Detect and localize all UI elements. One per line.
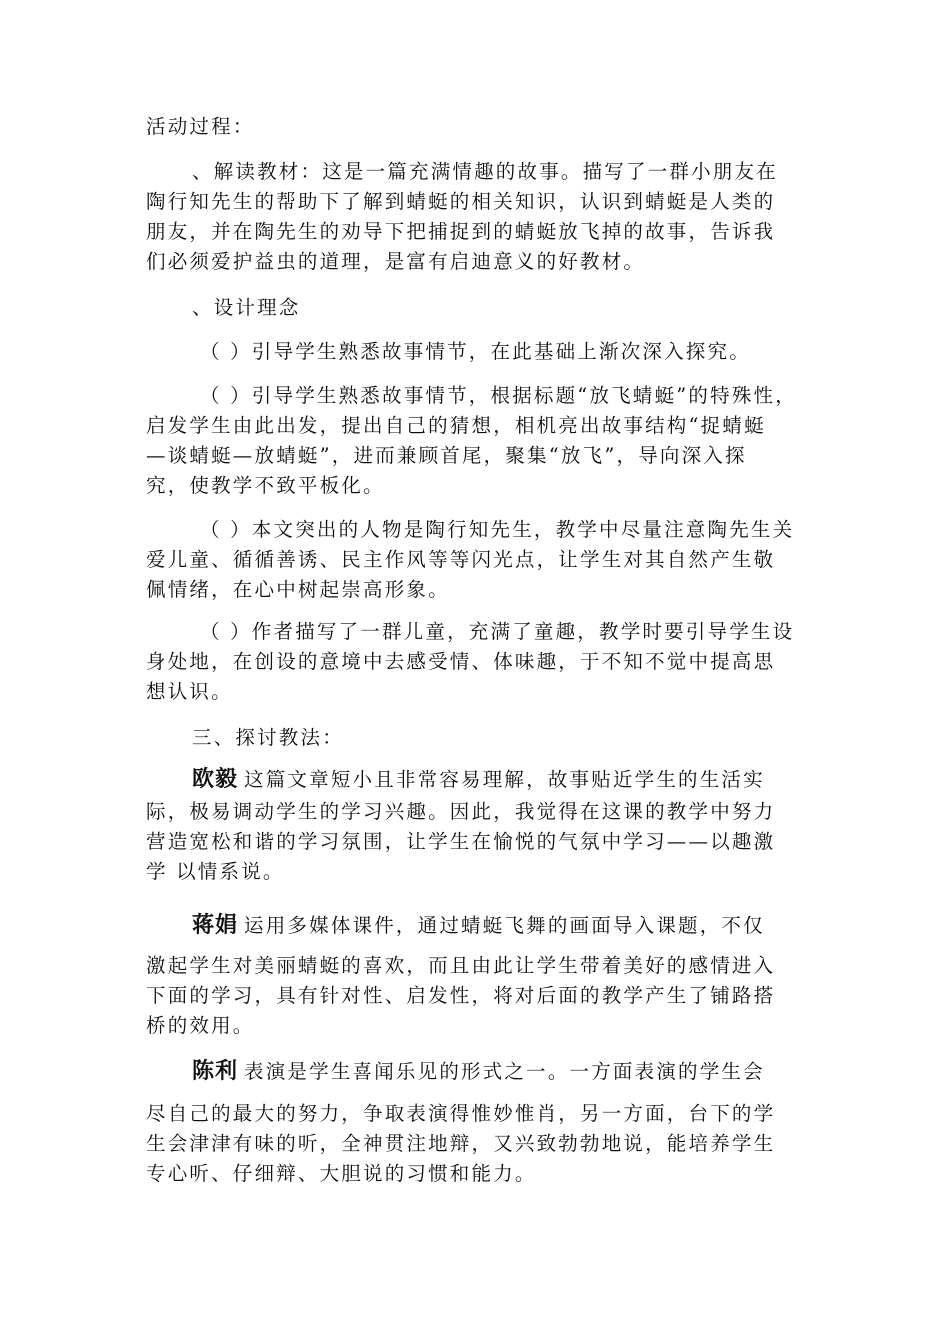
speaker-text: 这篇文章短小且非常容易理解，故事贴近学生的生活实 — [244, 768, 765, 791]
paragraph-line: （ ）引导学生熟悉故事情节，在此基础上渐次深入探究。 — [200, 340, 751, 363]
paragraph-line: 尽自己的最大的努力，争取表演得惟妙惟肖，另一方面，台下的学 — [146, 1102, 776, 1125]
paragraph-line: 、解读教材：这是一篇充满情趣的故事。描写了一群小朋友在 — [192, 160, 778, 183]
speaker-text: 表演是学生喜闻乐见的形式之一。一方面表演的学生会 — [244, 1060, 765, 1083]
speaker-first-line — [192, 1060, 765, 1084]
speaker-name: 陈利 — [192, 1059, 239, 1084]
paragraph-line: 陶行知先生的帮助下了解到蜻蜓的相关知识，认识到蜻蜓是人类的 — [146, 190, 776, 213]
section-title-design-concept: 、设计理念 — [192, 296, 301, 319]
paragraph-line: （ ）本文突出的人物是陶行知先生，教学中尽量注意陶先生关 — [200, 518, 795, 541]
paragraph-line: 想认识。 — [146, 680, 233, 703]
speaker-name: 蒋娟 — [192, 913, 239, 938]
paragraph-line: 佩情绪，在心中树起崇高形象。 — [146, 578, 450, 601]
paragraph-line: 生会津津有味的听，全神贯注地辩，又兴致勃勃地说，能培养学生 — [146, 1132, 776, 1155]
paragraph-line: 桥的效用。 — [146, 1014, 255, 1037]
paragraph-line: 际，极易调动学生的学习兴趣。因此，我觉得在这课的教学中努力 — [146, 800, 776, 823]
speaker-name: 欧毅 — [192, 767, 239, 792]
paragraph-line: （ ）作者描写了一群儿童，充满了童趣，教学时要引导学生设 — [200, 620, 795, 643]
paragraph-line: 身处地，在创设的意境中去感受情、体味趣，于不知不觉中提高思 — [146, 650, 776, 673]
paragraph-line: —谈蜻蜓—放蜻蜓”，进而兼顾首尾，聚集“放飞”，导向深入探 — [146, 444, 747, 467]
paragraph-line: 学 以情系说。 — [146, 860, 285, 883]
paragraph-line: 专心听、仔细辩、大胆说的习惯和能力。 — [146, 1162, 537, 1185]
paragraph-line: 下面的学习，具有针对性、启发性，将对后面的教学产生了铺路搭 — [146, 984, 776, 1007]
paragraph-line: 激起学生对美丽蜻蜓的喜欢，而且由此让学生带着美好的感情进入 — [146, 954, 776, 977]
paragraph-line: 们必须爱护益虫的道理，是富有启迪意义的好教材。 — [146, 250, 646, 273]
paragraph-line: 启发学生由此出发，提出自己的猜想，相机亮出故事结构“捉蜻蜓 — [146, 414, 766, 437]
paragraph-line: 朋友，并在陶先生的劝导下把捕捉到的蜻蜓放飞掉的故事，告诉我 — [146, 220, 776, 243]
paragraph-line: 营造宽松和谐的学习氛围，让学生在愉悦的气氛中学习——以趣激 — [146, 830, 776, 853]
section-title-teaching-methods: 三、探讨教法： — [192, 726, 344, 749]
heading-activity-process: 活动过程： — [146, 115, 255, 138]
paragraph-line: （ ）引导学生熟悉故事情节，根据标题“放飞蜻蜓”的特殊性， — [200, 384, 797, 407]
speaker-text: 运用多媒体课件，通过蜻蜓飞舞的画面导入课题，不仅 — [244, 914, 765, 937]
paragraph-line: 究，使教学不致平板化。 — [146, 474, 385, 497]
speaker-first-line — [192, 768, 765, 792]
paragraph-line: 爱儿童、循循善诱、民主作风等等闪光点，让学生对其自然产生敬 — [146, 548, 776, 571]
speaker-first-line — [192, 914, 765, 938]
